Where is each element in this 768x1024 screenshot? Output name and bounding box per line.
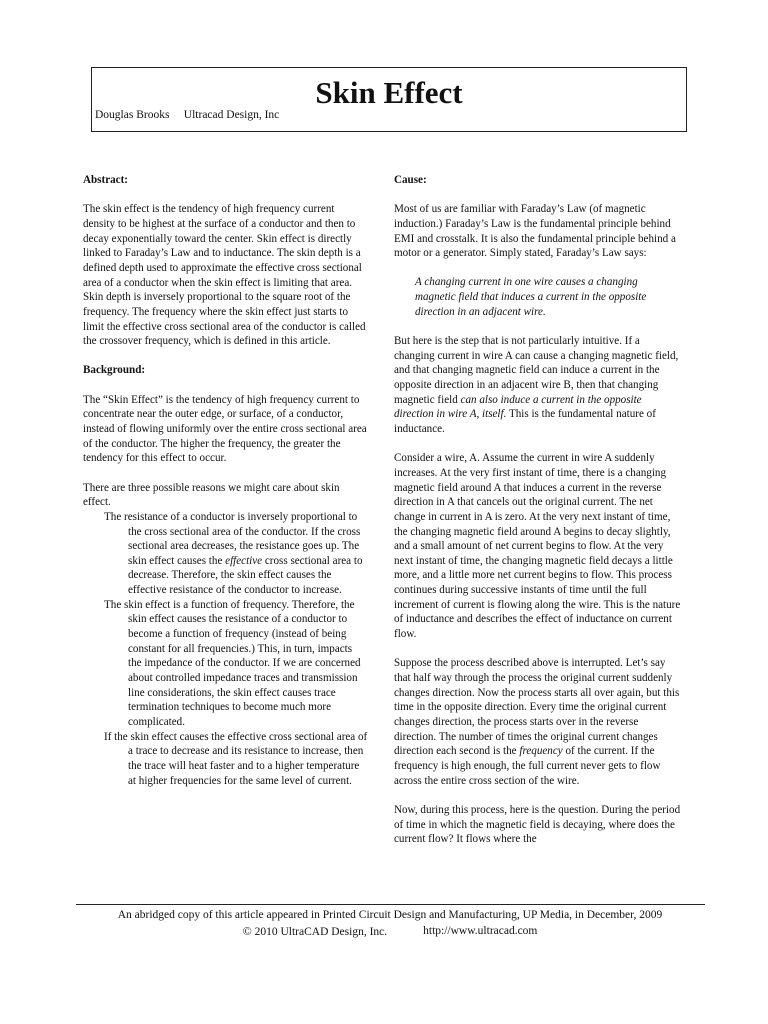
reasons-intro: There are three possible reasons we might care about skin effect. <box>83 481 340 509</box>
copyright-icon: © <box>242 924 252 938</box>
reasons-list <box>83 510 368 788</box>
footer <box>70 907 710 940</box>
step-emphasis: can also induce a current in the opposite direction in wire A, itself. <box>394 393 642 421</box>
title-box <box>91 67 687 132</box>
reason1-text-a: The resistance of a conductor is inversely proportional to the cross sectional area of the conductor. If the cross sectional area decreases, the resistance goes up. The skin effect causes the <box>104 510 361 567</box>
right-column <box>394 173 681 861</box>
footer-copyright <box>243 923 388 940</box>
article-title: Skin Effect <box>315 75 463 110</box>
suppose-paragraph <box>394 656 681 788</box>
suppose-text-a: Suppose the process described above is interrupted. Let’s say that half way through the process the original current suddenly changes direction. Now the process starts all over again, but this time in the opposite direction. Every time the original current changes direction, the process starts over in the reverse direction. The number of times the original current changes direction each second is the <box>394 657 680 758</box>
left-column <box>83 173 368 788</box>
reason-item-2: The skin effect is a function of frequency. Therefore, the skin effect causes the resistance of a conductor to become a function of frequency (instead of being constant for all frequencies.) This, in turn, impacts the impedance of the conductor. If we are concerned about controlled impedance traces and transmission line considerations, the skin effect causes trace termination techniques to become much more complicated. <box>104 598 361 729</box>
cause-heading: Cause: <box>394 174 427 186</box>
reason-item-1 <box>104 510 368 598</box>
footer-note: An abridged copy of this article appeared in Printed Circuit Design and Manufacturing, UP Media, in December, 2009 <box>117 909 663 921</box>
background-text: The “Skin Effect” is the tendency of high frequency current to concentrate near the outer edge, or surface, of a conductor, instead of flowing uniformly over the entire cross sectional area of the conductor. The higher the frequency, the greater the tendency for this effect to occur. <box>83 393 367 465</box>
faraday-law-quote: A changing current in one wire causes a changing magnetic field that induces a current in the opposite direction in an adjacent wire. <box>415 276 647 318</box>
background-heading: Background: <box>83 364 146 377</box>
step-text-a: But here is the step that is not particularly intuitive. If a changing current in wire A can cause a changing magnetic field, and that changing magnetic field can induce a current in the opposite direction in an adjacent wire B, then that changing magnetic field <box>394 335 679 406</box>
abstract-heading: Abstract: <box>83 174 128 186</box>
reason1-emphasis: effective <box>225 554 263 567</box>
copyright-text: 2010 UltraCAD Design, Inc. <box>254 926 388 938</box>
reason-item-3: If the skin effect causes the effective cross sectional area of a trace to decrease and its resistance to increase, then the trace will heat faster and to a higher temperature at higher frequencies for the same level of current. <box>104 730 368 787</box>
footer-url[interactable]: http://www.ultracad.com <box>423 925 538 937</box>
cause-text: Most of us are familiar with Faraday’s Law (of magnetic induction.) Faraday’s Law is the fundamental principle behind EMI and crosstalk. It is also the fundamental principle behind a motor or a generator. Simply stated, Faraday’s Law says: <box>394 203 676 260</box>
suppose-emphasis: frequency <box>519 745 563 758</box>
byline: Douglas Brooks Ultracad Design, Inc <box>95 109 280 121</box>
step-paragraph <box>394 334 681 437</box>
consider-paragraph: Consider a wire, A. Assume the current in wire A suddenly increases. At the very first instant of time, there is a changing magnetic field around A that induces a current in the reverse direction in A that cancels out the original current. The net change in current in A is zero. At the very next instant of time, the changing magnetic field around A begins to decay slightly, and a small amount of net current begins to flow. At the very next instant of time, the changing magnetic field decays a little more, and a little more net current begins to flow. This process continues during successive instants of time until the full increment of current is flowing along the wire. This is the nature of inductance and describes the effect of inductance on current flow. <box>394 452 681 641</box>
footer-copyright-line <box>70 923 710 940</box>
suppose-text-b: of the current. If the frequency is high enough, the full current never gets to flow across the entire cross section of the wire. <box>394 745 661 787</box>
step-text-b: This is the fundamental nature of inductance. <box>394 408 656 435</box>
footer-divider <box>76 904 705 905</box>
question-paragraph: Now, during this process, here is the question. During the period of time in which the magnetic field is decaying, where does the current flow? It flows where the <box>394 803 681 846</box>
abstract-text: The skin effect is the tendency of high frequency current density to be highest at the surface of a conductor and then to decay exponentially toward the center. Skin effect is directly linked to Faraday’s Law and to inductance. The skin depth is a defined depth used to approximate the effective cross sectional area of a conductor when the skin effect is limiting that area. Skin depth is inversely proportional to the square root of the frequency. The frequency where the skin effect just starts to limit the effective cross sectional area of the conductor is called the crossover frequency, which is defined in this article. <box>83 203 366 348</box>
reason1-text-b: cross sectional area to decrease. Therefore, the skin effect causes the effective resistance of the conductor to increase. <box>128 554 363 597</box>
